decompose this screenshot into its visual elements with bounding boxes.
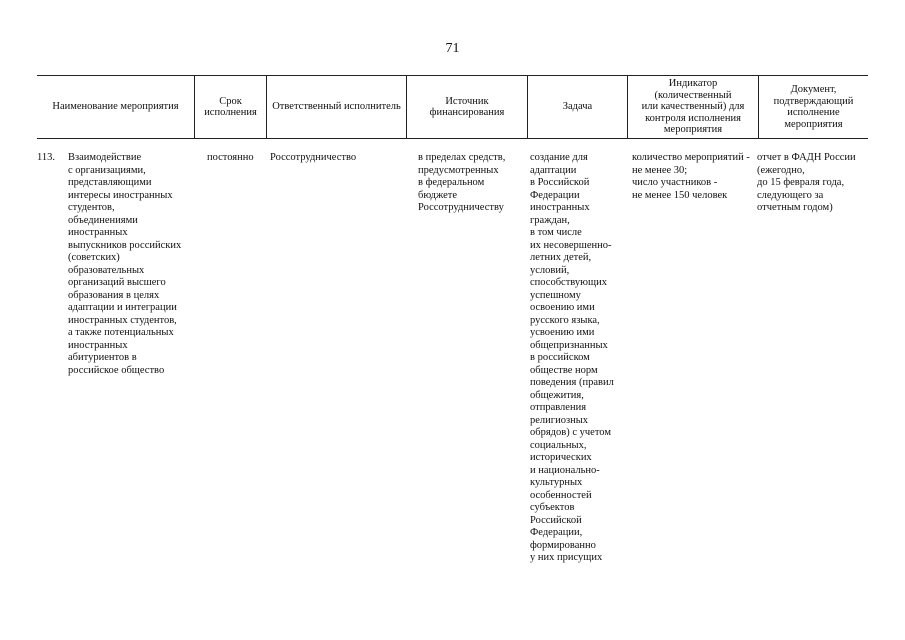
header-bottom-rule (37, 138, 868, 139)
row-document: отчет в ФАДН России (ежегодно, до 15 февраля года, следующего за отчетным годом) (757, 152, 856, 213)
row-funding: в пределах средств, предусмотренных в федеральном бюджете Россотрудничеству (418, 152, 506, 213)
header-funding: Источник финансирования (406, 76, 527, 138)
header-executor: Ответственный исполнитель (266, 76, 406, 138)
row-executor: Россотрудничество (270, 152, 357, 163)
header-task: Задача (527, 76, 627, 138)
header-indicator: Индикатор (количественный или качественный) для контроля исполнения мероприятия (627, 76, 758, 138)
page-number: 71 (445, 41, 460, 56)
header-name: Наименование мероприятия (52, 101, 179, 113)
row-indicator: количество мероприятий - не менее 30; число участников - не менее 150 человек (632, 152, 750, 201)
row-deadline: постоянно (207, 152, 254, 163)
header-deadline: Срок исполнения (194, 76, 266, 138)
row-task: создание для адаптации в Российской Федерации иностранных граждан, в том числе их несовершенно- летних детей, условий, способствующих успешному освоению ими русского языка, усвоению ими общепризнанных в российском обществе норм поведения (правил общежития, отправления религиозных обрядов) с учетом социальных, исторических и национально- культурных особенностей субъектов Российской Федерации, формированно у них присущих (530, 152, 614, 563)
header-document: Документ, подтверждающий исполнение мероприятия (758, 76, 868, 138)
table-header-row (37, 76, 868, 138)
row-number: 113. (37, 152, 55, 163)
row-name: Взаимодействие с организациями, представляющими интересы иностранных студентов, объединениями иностранных выпускников российских (советских) образовательных организаций высшего образования в целях адаптации и интеграции иностранных студентов, а также потенциальных иностранных абитуриентов в российское общество (68, 152, 182, 376)
